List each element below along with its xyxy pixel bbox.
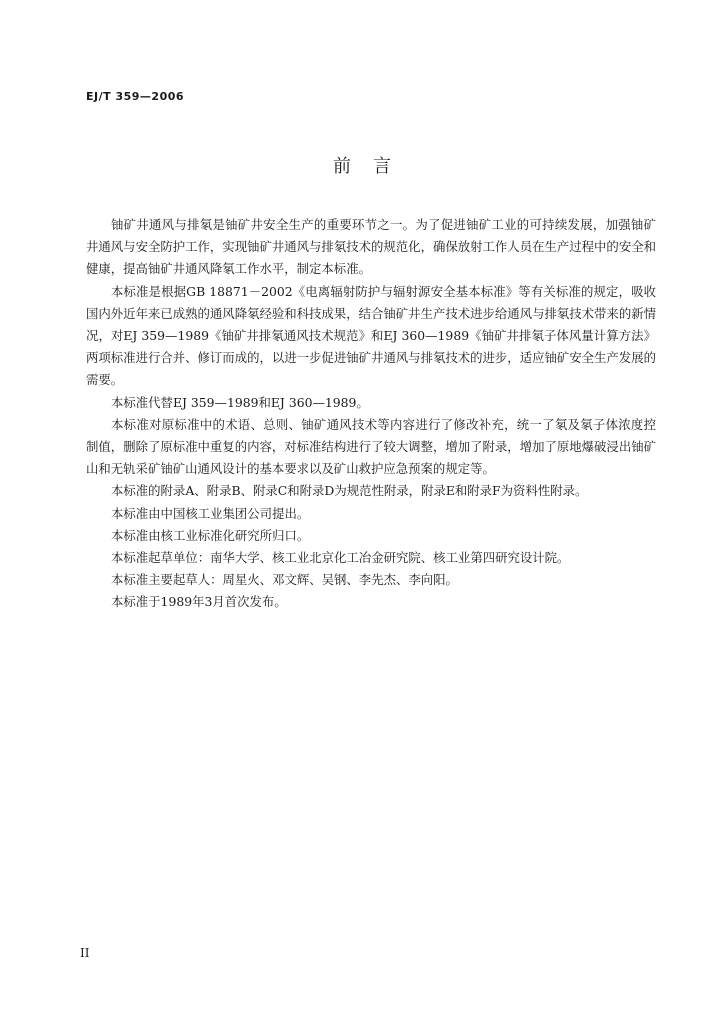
paragraph-basis: 本标准是根据GB 18871－2002《电离辐射防护与辐射源安全基本标准》等有关标准的规定，吸收国内外近年来已成熟的通风降氡经验和科技成果，结合铀矿井生产技术进步给通风与排氡技术带来的新情况，对EJ 359—1989《铀矿井排氡通风技术规范》和EJ 360—1989《铀矿井排氡子体风量计算方法》两项标准进行合并、修订而成的，以进一步促进铀矿井通风与排氡技术的进步，适应铀矿安全生产发展的需要。 — [86, 283, 656, 388]
paragraph-drafters: 本标准主要起草人：周星火、邓文辉、吴钢、李先杰、李向阳。 — [111, 572, 458, 588]
standard-code: EJ/T 359—2006 — [86, 90, 185, 103]
paragraph-appendices: 本标准的附录A、附录B、附录C和附录D为规范性附录，附录E和附录F为资料性附录。 — [111, 483, 588, 499]
foreword-body — [86, 214, 656, 614]
paragraph-drafting-units: 本标准起草单位：南华大学、核工业北京化工冶金研究院、核工业第四研究设计院。 — [111, 550, 570, 566]
paragraph-replaces: 本标准代替EJ 359—1989和EJ 360—1989。 — [111, 394, 369, 410]
paragraph-first-issue: 本标准于1989年3月首次发布。 — [111, 594, 287, 610]
paragraph-proposer: 本标准由中国核工业集团公司提出。 — [111, 505, 310, 521]
paragraph-administrator: 本标准由核工业标准化研究所归口。 — [111, 527, 310, 543]
paragraph-changes: 本标准对原标准中的术语、总则、铀矿通风技术等内容进行了修改补充，统一了氡及氡子体浓度控制值，删除了原标准中重复的内容，对标准结构进行了较大调整，增加了附录，增加了原地爆破浸出铀矿山和无轨采矿铀矿山通风设计的基本要求以及矿山救护应急预案的规定等。 — [86, 416, 656, 477]
page-number: II — [80, 946, 90, 960]
paragraph-purpose: 铀矿井通风与排氡是铀矿井安全生产的重要环节之一。为了促进铀矿工业的可持续发展，加强铀矿井通风与安全防护工作，实现铀矿井通风与排氡技术的规范化，确保放射工作人员在生产过程中的安全和健康，提高铀矿井通风降氡工作水平，制定本标准。 — [86, 217, 656, 277]
page-title: 前言 — [333, 156, 413, 177]
